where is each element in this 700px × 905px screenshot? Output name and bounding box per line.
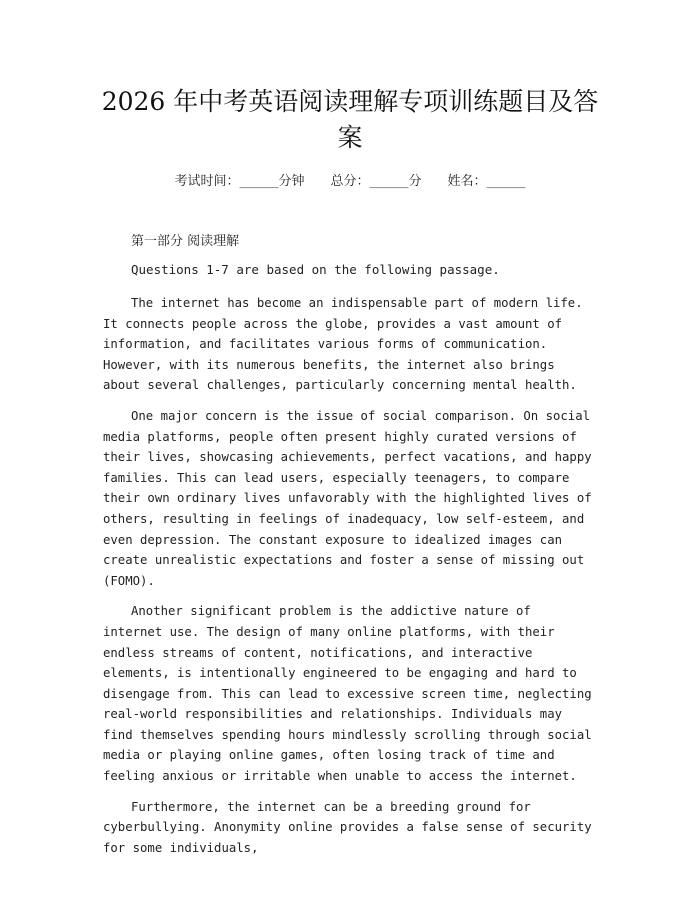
question-instruction: Questions 1-7 are based on the following passage. [131, 262, 500, 277]
section-heading: 第一部分 阅读理解 [131, 234, 240, 249]
passage-paragraph: Furthermore, the internet can be a breeding ground for cyberbullying. Anonymity online provides a false sense of security for some individuals, [103, 799, 592, 855]
passage [103, 293, 597, 868]
document-title: 2026 年中考英语阅读理解专项训练题目及答案 [101, 87, 599, 152]
total-score-field: 总分：______分 [330, 174, 422, 189]
exam-info [0, 170, 700, 189]
exam-time-field: 考试时间：______分钟 [174, 174, 305, 189]
passage-paragraph: Another significant problem is the addictive nature of internet use. The design of many online platforms, with their endless streams of content, notifications, and interactive elements, is intentionally engineered to be engaging and hard to disengage from. This can lead to excessive screen time, neglecting real-world responsibilities and relationships. Individuals may find themselves spending hours mindlessly scrolling through social media or playing online games, often losing track of time and feeling anxious or irritable when unable to access the internet. [103, 604, 592, 784]
passage-paragraph: One major concern is the issue of social comparison. On social media platforms, people often present highly curated versions of their lives, showcasing achievements, perfect vacations, and happy families. This can lead users, especially teenagers, to compare their own ordinary lives unfavorably with the highlighted lives of others, resulting in feelings of inadequacy, low self-esteem, and even depression. The constant exposure to idealized images can create unrealistic expectations and foster a sense of missing out (FOMO). [103, 408, 592, 588]
student-name-field: 姓名：______ [447, 174, 526, 189]
passage-paragraph: The internet has become an indispensable part of modern life. It connects people across the globe, provides a vast amount of information, and facilitates various forms of communication. However, with its numerous benefits, the internet also brings about several challenges, particularly concerning mental health. [103, 296, 583, 393]
